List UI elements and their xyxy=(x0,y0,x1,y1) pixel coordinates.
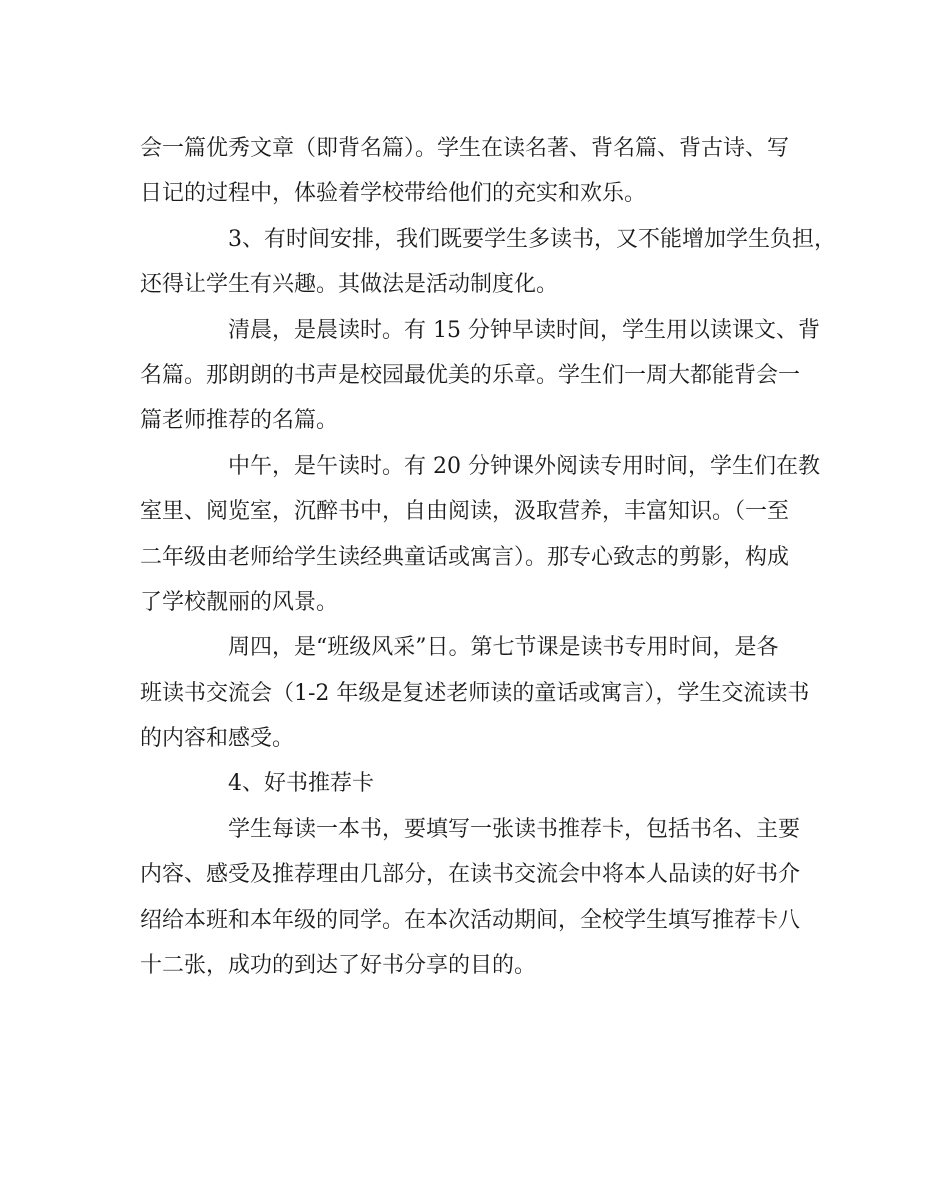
text-line: 了学校靓丽的风景。 xyxy=(140,589,339,615)
paragraph-time-arrangement xyxy=(140,217,836,308)
paragraph-noon-reading xyxy=(140,444,820,626)
paragraph-book-recommendation xyxy=(140,807,820,989)
text-line: 二年级由老师给学生读经典童话或寓言）。那专心致志的剪影，构成 xyxy=(140,544,790,570)
text-line: 室里、阅览室，沉醉书中，自由阅读，汲取营养，丰富知识。（一至 xyxy=(140,499,790,525)
text-line: 内容、感受及推荐理由几部分，在读书交流会中将本人品读的好书介 xyxy=(140,862,801,888)
paragraph-morning-reading xyxy=(140,308,820,444)
document-body xyxy=(140,126,836,988)
text-line: 3、有时间安排，我们既要学生多读书，又不能增加学生负担， xyxy=(228,226,836,252)
text-line: 会一篇优秀文章（即背名篇）。学生在读名著、背名篇、背古诗、写 xyxy=(140,136,790,161)
text-line: 日记的过程中，体验着学校带给他们的充实和欢乐。 xyxy=(140,181,647,207)
text-line: 学生每读一本书，要填写一张读书推荐卡，包括书名、主要 xyxy=(228,816,801,842)
text-line: 中午，是午读时。有 20 分钟课外阅读专用时间，学生们在教 xyxy=(228,453,820,479)
paragraph-reading-experience xyxy=(140,126,820,217)
text-line: 清晨，是晨读时。有 15 分钟早读时间，学生用以读课文、背 xyxy=(228,317,820,343)
section-heading-book-card xyxy=(140,761,820,806)
text-line: 十二张，成功的到达了好书分享的目的。 xyxy=(140,953,537,979)
heading-line: 4、好书推荐卡 xyxy=(228,771,374,797)
text-line: 绍给本班和本年级的同学。在本次活动期间，全校学生填写推荐卡八 xyxy=(140,907,801,933)
text-line: 还得让学生有兴趣。其做法是活动制度化。 xyxy=(140,272,559,298)
text-line: 篇老师推荐的名篇。 xyxy=(140,408,339,434)
paragraph-thursday-class-day xyxy=(140,625,820,761)
text-line: 的内容和感受。 xyxy=(140,726,295,752)
text-line: 班读书交流会（1-2 年级是复述老师读的童话或寓言），学生交流读书 xyxy=(140,680,810,706)
text-line: 名篇。那朗朗的书声是校园最优美的乐章。学生们一周大都能背会一 xyxy=(140,362,801,388)
text-line: 周四，是“班级风采”日。第七节课是读书专用时间，是各 xyxy=(228,635,779,661)
